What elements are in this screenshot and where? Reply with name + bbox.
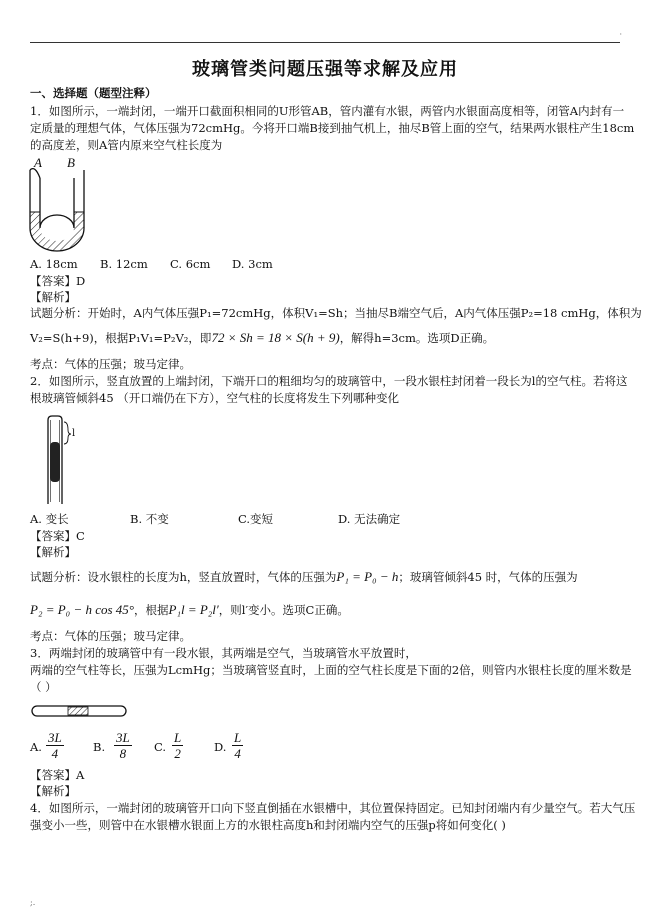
q2-fig-label: l [72, 428, 76, 439]
q3-text-line3: （ ） [30, 680, 57, 694]
q2-answer: 【答案】C [30, 529, 85, 543]
q1-option-a: A. 18cm [30, 257, 78, 271]
q2-text-line1: 2．如图所示，竖直放置的上端封闭，下端开口的粗细均匀的玻璃管中，一段水银柱封闭着一段长为l的空气柱。若将这 [30, 374, 628, 388]
q2-explanation-line1 [30, 570, 578, 584]
q4-text-line2: 强变小一些，则管中在水银槽水银面上方的水银柱高度h和封闭端内空气的压强p将如何变化( ) [30, 818, 506, 832]
page-title: 玻璃管类问题压强等求解及应用 [192, 59, 458, 80]
q1-equation: 72 × Sh = 18 × S(h + 9) [211, 330, 340, 345]
q3-option-a-letter: A. [30, 740, 42, 754]
q3-option-c-letter: C. [154, 740, 167, 754]
corner-mark: · [619, 30, 622, 39]
q3-text-line2: 两端的空气柱等长，压强为LcmHg；当玻璃管竖直时，上面的空气柱长度是下面的2倍，则管内水银柱长度的厘米数是 [30, 663, 632, 677]
q1-exp2-b: ，解得h=3cm。选项D正确。 [339, 331, 495, 345]
q1-analysis-tag: 【解析】 [30, 290, 76, 304]
q2-option-b: B. 不变 [130, 512, 169, 526]
q3-option-b-fraction: $\frac{3L}{8}$ [116, 730, 130, 761]
q2-text-line2: 根玻璃管倾斜45 （开口端仍在下方），空气柱的长度将发生下列哪种变化 [30, 391, 400, 405]
q3-option-c-fraction: $\frac{L}{2}$ [174, 730, 182, 761]
q1-label-a: A [34, 155, 42, 170]
q1-option-b: B. 12cm [100, 257, 148, 271]
q1-option-c: C. 6cm [170, 257, 211, 271]
q2-exp2-mid: ，根据 [134, 603, 169, 617]
q3-option-d-fraction: $\frac{L}{4}$ [234, 730, 242, 761]
vertical-tube-figure [44, 414, 84, 508]
q2-exp2-b: ，则l′变小。选项C正确。 [218, 603, 349, 617]
horizontal-tube-figure [30, 703, 130, 719]
q2-equation-p1: P₁ = P₀ − h [336, 569, 399, 584]
q1-exp2-a: V₂=S(h+9)，根据P₁V₁=P₂V₂，即 [30, 331, 212, 345]
q2-option-c: C.变短 [238, 512, 274, 526]
q1-explanation-line2 [30, 331, 494, 345]
q3-analysis-tag: 【解析】 [30, 784, 76, 798]
q4-text-line1: 4．如图所示，一端封闭的玻璃管开口向下竖直倒插在水银槽中，其位置保持固定。已知封闭端内有少量空气。若大气压 [30, 801, 636, 815]
q2-equation-p2: P₂ = P₀ − h cos 45° [30, 602, 134, 617]
q3-answer: 【答案】A [30, 768, 85, 782]
q1-text-line2: 定质量的理想气体，气体压强为72cmHg。今将开口端B接到抽气机上，抽尽B管上面的空气，结果两水银柱产生18cm [30, 121, 635, 135]
q2-equation-boyle: P₁l = P₂l′ [168, 602, 219, 617]
q3-option-d-letter: D. [214, 740, 227, 754]
section-heading: 一、选择题（题型注释） [30, 86, 157, 100]
q2-kaodian: 考点：气体的压强；玻马定律。 [30, 629, 191, 643]
q1-text-line3: 的高度差，则A管内原来空气柱长度为 [30, 138, 223, 152]
q2-analysis-tag: 【解析】 [30, 545, 76, 559]
q3-option-b-letter: B. [93, 740, 106, 754]
q3-option-a-fraction: $\frac{3L}{4}$ [48, 730, 62, 761]
q1-options [30, 257, 273, 271]
q1-text-line1: 1．如图所示，一端封闭，一端开口截面积相同的U形管AB，管内灌有水银，两管内水银面高度相等，闭管A内封有一 [30, 104, 625, 118]
q1-answer: 【答案】D [30, 274, 86, 288]
footer-mark: ;. [30, 898, 36, 907]
q2-exp1-b: ；玻璃管倾斜45 时，气体的压强为 [398, 570, 578, 584]
u-tube-figure [22, 168, 92, 254]
header-rule [30, 42, 620, 43]
q2-options [30, 512, 400, 526]
q1-kaodian: 考点：气体的压强；玻马定律。 [30, 357, 191, 371]
q2-explanation-line2 [30, 603, 349, 617]
q2-option-d: D. 无法确定 [338, 512, 401, 526]
q1-explanation-line1: 试题分析：开始时，A内气体压强P₁=72cmHg，体积V₁=Sh；当抽尽B端空气后，A内气体压强P₂=18 cmHg，体积为 [30, 306, 642, 320]
q2-option-a: A. 变长 [30, 512, 69, 526]
q3-text-line1: 3．两端封闭的玻璃管中有一段水银，其两端是空气，当玻璃管水平放置时， [30, 646, 417, 660]
q2-exp1-a: 试题分析：设水银柱的长度为h，竖直放置时，气体的压强为 [30, 570, 337, 584]
q1-option-d: D. 3cm [232, 257, 273, 271]
q1-label-b: B [67, 155, 75, 170]
